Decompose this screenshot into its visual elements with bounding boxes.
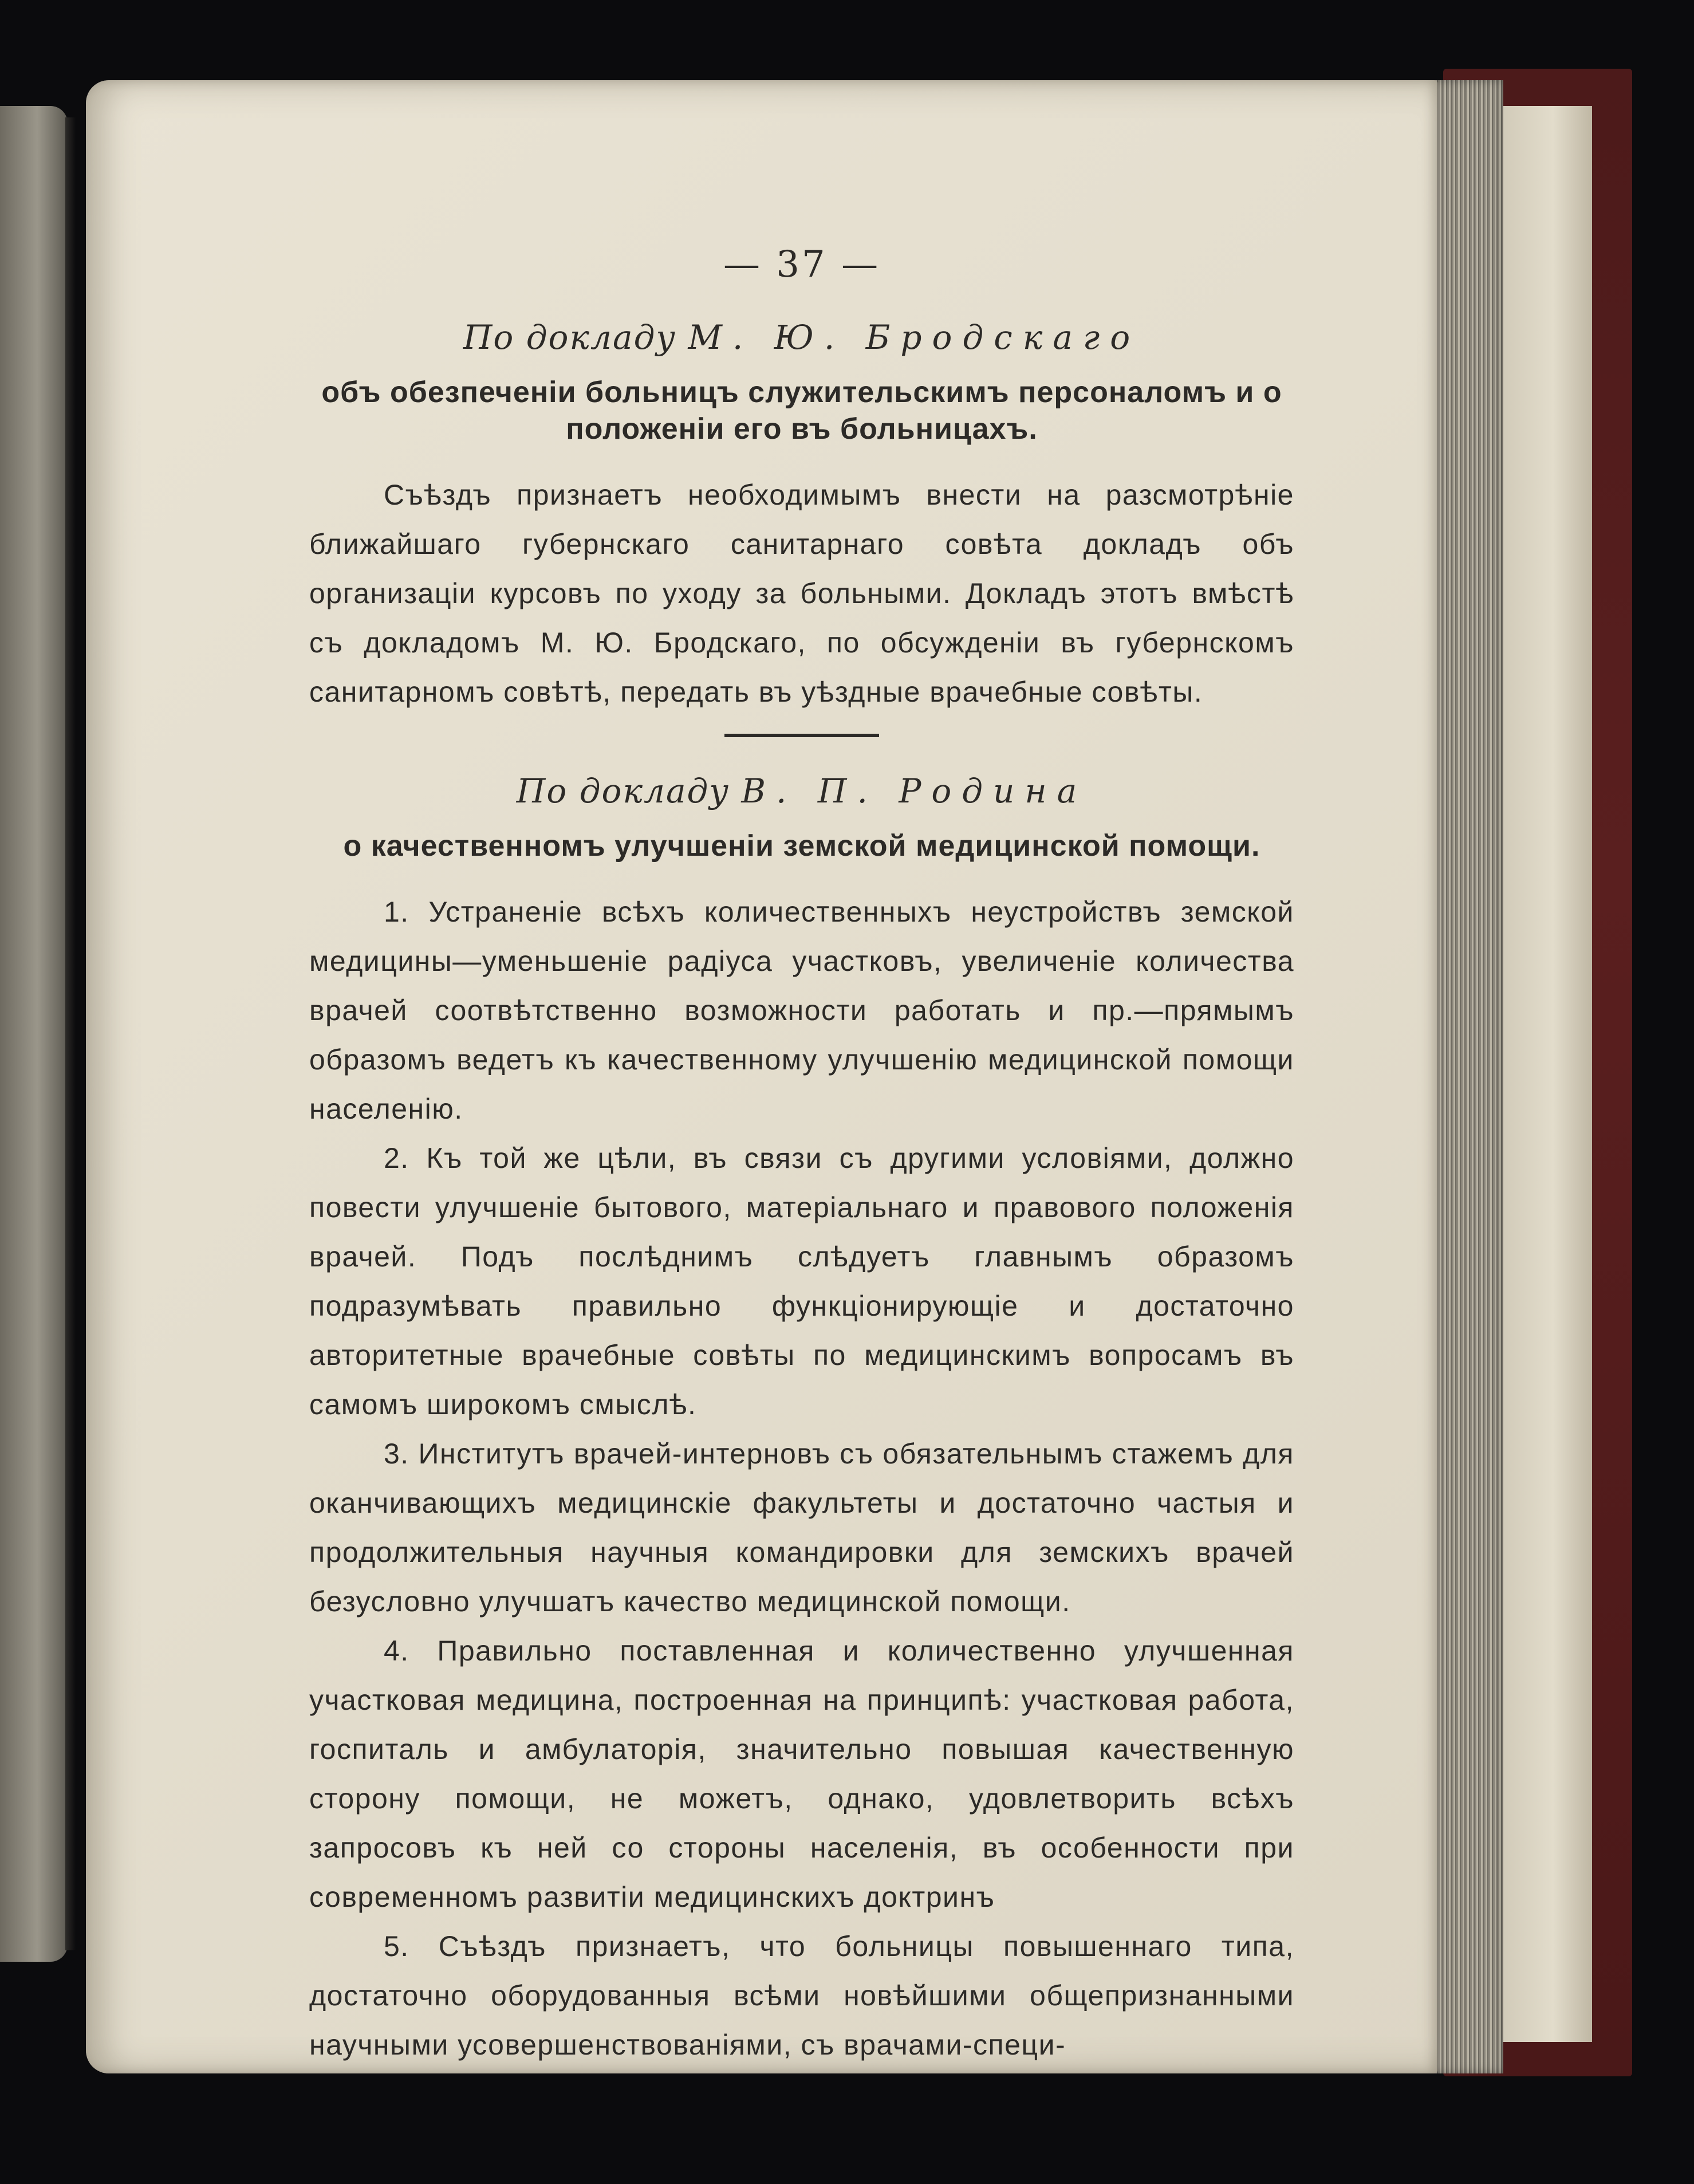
section1-header	[309, 318, 1294, 357]
list-item: 4. Правильно поставленная и количественно улучшенная участковая медицина, построенная на принципѣ: участковая работа, госпиталь и амбулаторія, значительно повышая качественную сторону помощи, не можетъ, однако, удовлетворить всѣхъ запросовъ къ ней со стороны населенія, въ особенности при современномъ развитіи медицинскихъ доктринъ	[309, 1635, 1294, 1913]
section2-items	[309, 887, 1294, 2069]
page-content	[309, 243, 1294, 2069]
section2-header-prefix: По докладу	[516, 772, 730, 810]
section1-subject: объ обезпеченіи больницъ служительскимъ персоналомъ и о положеніи его въ больницахъ.	[321, 376, 1282, 446]
left-page-edge	[0, 106, 68, 1962]
section2-subject: о качественномъ улучшеніи земской медицинской помощи.	[343, 829, 1260, 863]
list-item: 5. Съѣздъ признаетъ, что больницы повышеннаго типа, достаточно оборудованныя всѣми новѣйшими общепризнанными научными усовершенствованіями, съ врачами-специ-	[309, 1930, 1294, 2061]
section1-header-prefix: По докладу	[463, 318, 676, 357]
page-number: — 37 —	[723, 243, 881, 286]
cover-endpaper	[1495, 106, 1592, 2042]
page-stack-edge	[1429, 80, 1503, 2073]
section1-paragraph: Съѣздъ признаетъ необходимымъ внести на разсмотрѣніе ближайшаго губернскаго санитарнаго совѣта докладъ объ организаціи курсовъ по уходу за больными. Докладъ этотъ вмѣстѣ съ докладомъ М. Ю. Бродскаго, по обсужденіи въ губернскомъ санитарномъ совѣтѣ, передать въ уѣздные врачебные совѣты.	[309, 479, 1294, 708]
section-divider	[724, 734, 879, 737]
section2-header	[309, 772, 1294, 810]
list-item: 2. Къ той же цѣли, въ связи съ другими условіями, должно повести улучшеніе бытового, матеріальнаго и правового положенія врачей. Подъ послѣднимъ слѣдуетъ главнымъ образомъ подразумѣвать правильно функціонирующіе и достаточно авторитетные врачебные совѣты по медицинскимъ вопросамъ въ самомъ широкомъ смыслѣ.	[309, 1142, 1294, 1420]
list-item: 1. Устраненіе всѣхъ количественныхъ неустройствъ земской медицины—уменьшеніе радіуса участковъ, увеличеніе количества врачей соотвѣтственно возможности работать и пр.—прямымъ образомъ ведетъ къ качественному улучшенію медицинской помощи населенію.	[309, 896, 1294, 1125]
section2-header-name: В. П. Родина	[741, 772, 1088, 810]
list-item: 3. Институтъ врачей-интерновъ съ обязательнымъ стажемъ для оканчивающихъ медицинскіе факультеты и достаточно частыя и продолжительныя научныя командировки для земскихъ врачей безусловно улучшатъ качество медицинской помощи.	[309, 1438, 1294, 1618]
book-page	[86, 80, 1437, 2073]
section1-header-name: М. Ю. Бродскаго	[688, 318, 1141, 357]
